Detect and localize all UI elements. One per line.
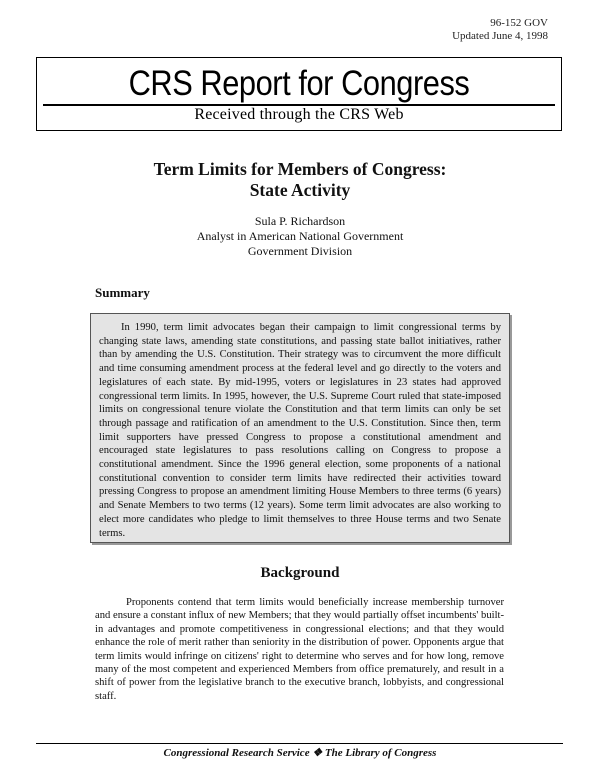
author-division: Government Division bbox=[247, 244, 353, 258]
header-title: CRS Report for Congress bbox=[128, 64, 470, 103]
header-subtitle: Received through the CRS Web bbox=[194, 106, 404, 123]
report-title-line-1: Term Limits for Members of Congress: bbox=[153, 159, 447, 179]
author-name: Sula P. Richardson bbox=[254, 214, 346, 228]
report-title bbox=[0, 159, 600, 201]
author-block bbox=[0, 214, 600, 259]
report-number: 96-152 GOV bbox=[490, 17, 548, 29]
summary-text: In 1990, term limit advocates began their campaign to limit congressional terms by changing state laws, amending state constitutions, and passing state ballot initiatives, rather than by amending the U.S. Constitution. Their strategy was to circumvent the more difficult and time consuming amendment process at the federal level and go directly to the voters and legislatures of each state. By mid-1995, voters or legislatures in 23 states had approved congressional term limits. In 1995, however, the U.S. Supreme Court ruled that state-imposed limits on congressional tenure violate the Constitution and that term limits can only be set through passage and ratification of an amendment to the U.S. Constitution. Since then, term limit supporters have pressed Congress to propose a constitutional amendment and encouraged state legislatures to pass resolutions calling on Congress to propose a constitutional amendment. Since the 1996 general election, some proponents of a national constitutional convention to consider term limits have redirected their activities toward pressing Congress to propose an amendment limiting House Members to three terms (6 years) and Senate Members to two terms (12 years). Some term limit advocates are also working to elect more candidates who pledge to limit themselves to three House terms and two Senate terms. bbox=[99, 322, 501, 539]
footer-text: Congressional Research Service ❖ The Library of Congress bbox=[163, 747, 437, 759]
report-header-box bbox=[36, 57, 562, 131]
footer-divider bbox=[36, 743, 563, 744]
updated-date: Updated June 4, 1998 bbox=[452, 30, 548, 42]
summary-heading: Summary bbox=[95, 285, 150, 300]
background-heading: Background bbox=[260, 565, 340, 581]
background-text: Proponents contend that term limits would beneficially increase membership turnover and ensure a constant influx of new Members; that they would partially offset incumbents' built-in advantages and promote competitiveness in congressional elections; and that they would enhance the role of merit rather than seniority in the distribution of power. Opponents argue that term limits would infringe on citizens' right to determine who serves and for how long, remove many of the most competent and experienced Members from office prematurely, and result in a shift of power from the legislative branch to the executive branch, lobbyists, and congressional staff. bbox=[95, 597, 504, 702]
report-title-line-2: State Activity bbox=[249, 180, 351, 200]
document-identifier bbox=[452, 17, 548, 43]
author-title: Analyst in American National Government bbox=[196, 229, 404, 243]
summary-box bbox=[90, 313, 510, 543]
